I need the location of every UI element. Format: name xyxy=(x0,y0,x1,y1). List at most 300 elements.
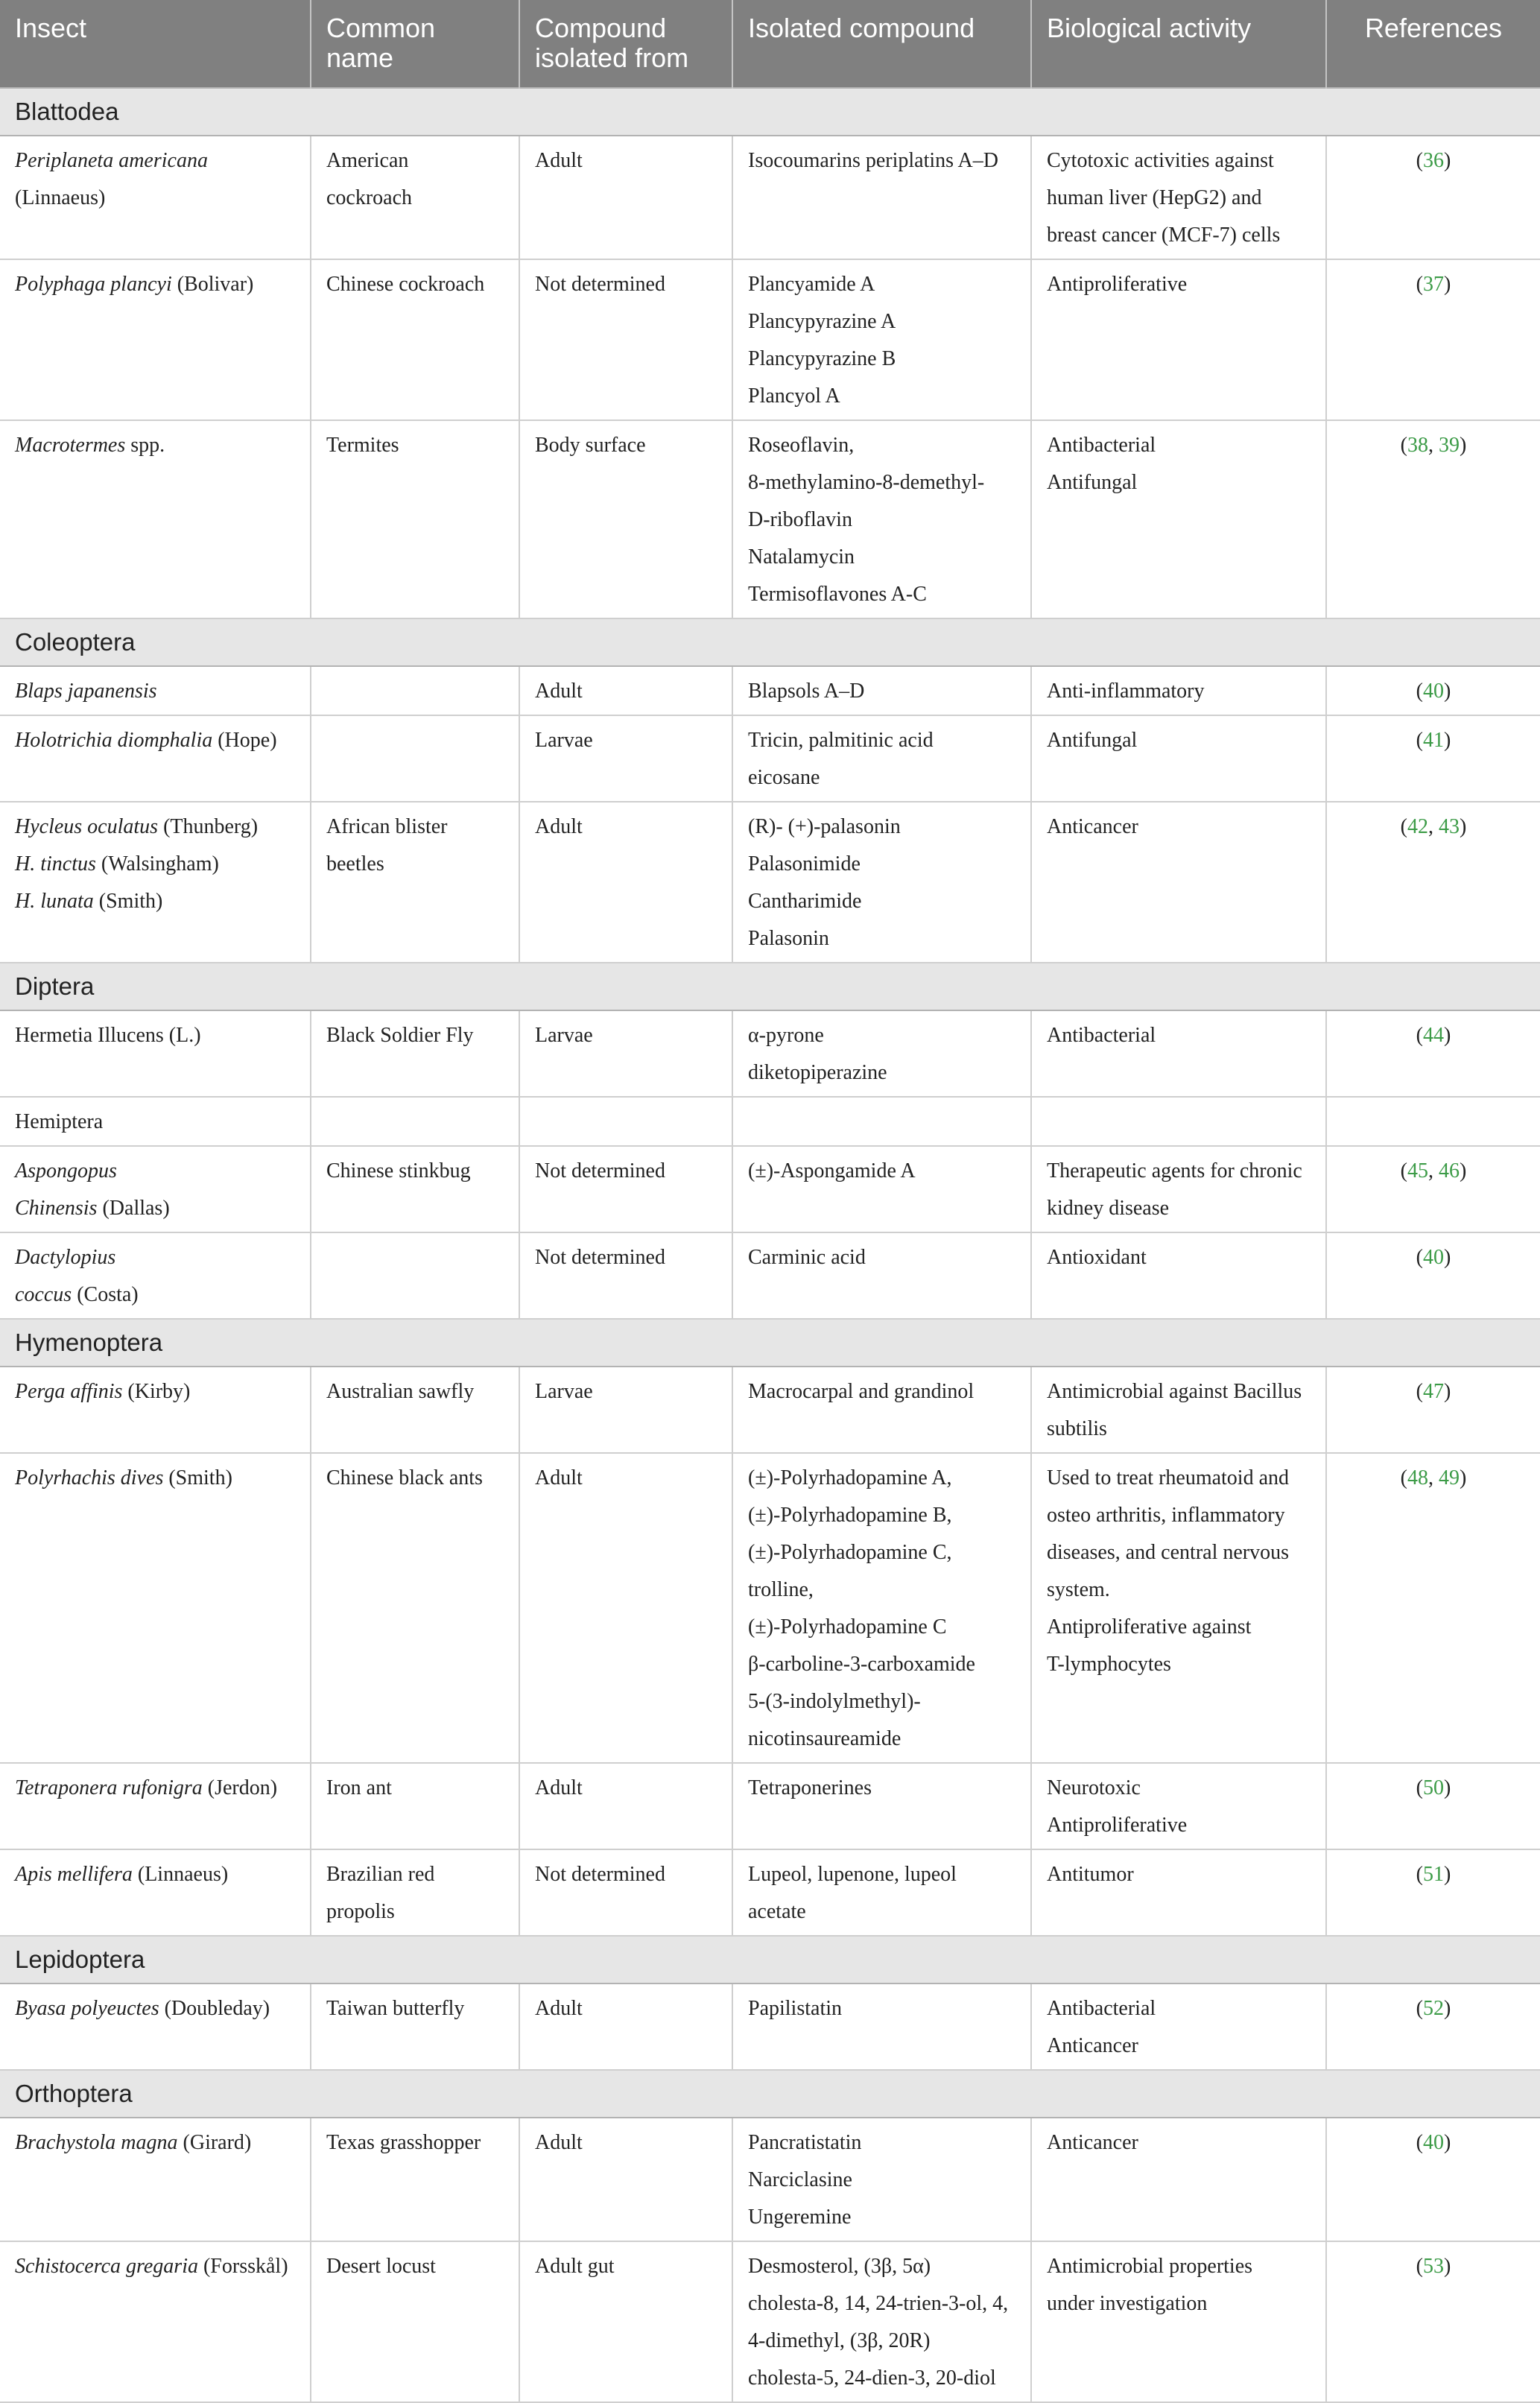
source-line: Adult xyxy=(535,680,583,703)
cell-biological-activity xyxy=(1031,1146,1326,1232)
activity-line: kidney disease xyxy=(1047,1197,1170,1220)
compound-line: (±)-Polyrhadopamine C, xyxy=(748,1541,952,1564)
cell-biological-activity xyxy=(1031,1097,1326,1146)
cell-compound-source xyxy=(519,259,732,420)
common-line: Black Soldier Fly xyxy=(326,1024,474,1047)
cell-compound-source xyxy=(519,666,732,715)
source-line: Not determined xyxy=(535,1246,665,1269)
cell-references: (50) xyxy=(1326,1763,1540,1849)
cell-common-name xyxy=(311,2118,519,2241)
activity-line: Antibacterial xyxy=(1047,434,1156,457)
compound-line: Tricin, palmitinic acid xyxy=(748,729,934,752)
cell-compound-source xyxy=(519,1367,732,1453)
cell-isolated-compound xyxy=(732,1983,1031,2070)
cell-references: (44) xyxy=(1326,1010,1540,1097)
species-authority: (Thunberg) xyxy=(158,815,259,838)
section-row xyxy=(0,2070,1540,2118)
cell-biological-activity xyxy=(1031,1367,1326,1453)
common-line: Iron ant xyxy=(326,1776,392,1799)
table-row xyxy=(0,1232,1540,1319)
cell-references: (45, 46) xyxy=(1326,1146,1540,1232)
cell-isolated-compound xyxy=(732,259,1031,420)
activity-line: diseases, and central nervous xyxy=(1047,1541,1289,1564)
compound-line: (±)-Polyrhadopamine C xyxy=(748,1615,947,1639)
cell-references: (40) xyxy=(1326,1232,1540,1319)
species-name: Brachystola magna xyxy=(15,2131,178,2154)
activity-line: Antiproliferative xyxy=(1047,273,1188,296)
cell-common-name xyxy=(311,1983,519,2070)
cell-insect xyxy=(0,715,311,802)
cell-isolated-compound xyxy=(732,1763,1031,1849)
compound-line: Isocoumarins periplatins A–D xyxy=(748,149,998,172)
cell-compound-source xyxy=(519,136,732,259)
common-line: cockroach xyxy=(326,186,413,209)
cell-isolated-compound xyxy=(732,136,1031,259)
reference-link[interactable]: 44 xyxy=(1423,1024,1444,1047)
common-line: African blister xyxy=(326,815,448,838)
cell-common-name xyxy=(311,420,519,618)
species-authority: (Jerdon) xyxy=(202,1776,278,1799)
species-name: Polyphaga plancyi xyxy=(15,273,172,296)
species-name: H. tinctus xyxy=(15,852,96,876)
section-heading: Coleoptera xyxy=(0,618,1540,666)
activity-line: Antitumor xyxy=(1047,1863,1134,1886)
cell-common-name xyxy=(311,666,519,715)
activity-line: Anti-inflammatory xyxy=(1047,680,1205,703)
species-authority: (Smith) xyxy=(163,1466,232,1489)
reference-link[interactable]: 48 xyxy=(1407,1466,1428,1489)
cell-compound-source xyxy=(519,1453,732,1763)
cell-compound-source xyxy=(519,802,732,963)
reference-link[interactable]: 53 xyxy=(1423,2255,1444,2278)
table-row xyxy=(0,802,1540,963)
section-heading: Diptera xyxy=(0,963,1540,1010)
insect-line xyxy=(15,1770,295,1807)
compound-line: eicosane xyxy=(748,766,820,789)
table-row xyxy=(0,1010,1540,1097)
header-compound-source: Compound isolated from xyxy=(519,0,732,88)
activity-line: Antioxidant xyxy=(1047,1246,1147,1269)
compound-line: Lupeol, lupenone, lupeol xyxy=(748,1863,957,1886)
insect-line xyxy=(15,266,295,303)
cell-biological-activity xyxy=(1031,420,1326,618)
cell-insect xyxy=(0,1232,311,1319)
insect-line xyxy=(15,1856,295,1893)
source-line: Adult xyxy=(535,149,583,172)
reference-link[interactable]: 40 xyxy=(1423,680,1444,703)
activity-line: Antifungal xyxy=(1047,729,1138,752)
reference-link[interactable]: 50 xyxy=(1423,1776,1444,1799)
common-line: beetles xyxy=(326,852,384,876)
cell-insect xyxy=(0,1453,311,1763)
activity-line: Cytotoxic activities against xyxy=(1047,149,1274,172)
cell-biological-activity xyxy=(1031,1453,1326,1763)
insect-line xyxy=(15,427,295,464)
section-row xyxy=(0,963,1540,1010)
compound-line: Roseoflavin, xyxy=(748,434,855,457)
insect-line xyxy=(15,1460,295,1497)
activity-line: under investigation xyxy=(1047,2292,1208,2315)
cell-common-name xyxy=(311,1146,519,1232)
common-line: Chinese black ants xyxy=(326,1466,483,1489)
reference-link[interactable]: 47 xyxy=(1423,1380,1444,1403)
species-authority: Hemiptera xyxy=(15,1110,104,1133)
insect-line xyxy=(15,846,295,883)
common-line: propolis xyxy=(326,1900,395,1923)
activity-line: Antiproliferative xyxy=(1047,1814,1188,1837)
species-authority: Hermetia Illucens (L.) xyxy=(15,1024,201,1047)
source-line: Adult xyxy=(535,815,583,838)
activity-line: Anticancer xyxy=(1047,2034,1138,2057)
cell-compound-source xyxy=(519,420,732,618)
activity-line: Antibacterial xyxy=(1047,1997,1156,2020)
common-line: Australian sawfly xyxy=(326,1380,475,1403)
cell-common-name xyxy=(311,1010,519,1097)
compound-line: (±)-Polyrhadopamine B, xyxy=(748,1504,952,1527)
insect-line xyxy=(15,1190,295,1227)
species-name: Schistocerca gregaria xyxy=(15,2255,198,2278)
species-name: Hycleus oculatus xyxy=(15,815,159,838)
table-row xyxy=(0,1763,1540,1849)
section-row xyxy=(0,618,1540,666)
cell-references xyxy=(1326,1097,1540,1146)
compound-line: β-carboline-3-carboxamide xyxy=(748,1653,975,1676)
cell-compound-source xyxy=(519,1983,732,2070)
species-name: Byasa polyeuctes xyxy=(15,1997,159,2020)
activity-line: subtilis xyxy=(1047,1417,1107,1440)
cell-biological-activity xyxy=(1031,1763,1326,1849)
species-name: Polyrhachis dives xyxy=(15,1466,164,1489)
insect-line xyxy=(15,2248,295,2285)
activity-line: breast cancer (MCF-7) cells xyxy=(1047,224,1281,247)
insect-line xyxy=(15,1153,295,1190)
cell-compound-source xyxy=(519,1763,732,1849)
species-authority: (Hope) xyxy=(212,729,277,752)
header-isolated-compound: Isolated compound xyxy=(732,0,1031,88)
insect-line xyxy=(15,180,295,217)
cell-biological-activity xyxy=(1031,666,1326,715)
common-line: Texas grasshopper xyxy=(326,2131,481,2154)
table-row xyxy=(0,1146,1540,1232)
activity-line: Anticancer xyxy=(1047,2131,1138,2154)
compound-line: α-pyrone xyxy=(748,1024,824,1047)
reference-link[interactable]: 36 xyxy=(1423,149,1444,172)
header-references: References xyxy=(1326,0,1540,88)
insect-line xyxy=(15,1276,295,1314)
activity-line: human liver (HepG2) and xyxy=(1047,186,1262,209)
compound-line: (R)- (+)-palasonin xyxy=(748,815,901,838)
compound-line: Papilistatin xyxy=(748,1997,842,2020)
cell-compound-source xyxy=(519,1010,732,1097)
compound-line: Macrocarpal and grandinol xyxy=(748,1380,975,1403)
compound-line: Plancyol A xyxy=(748,384,840,408)
cell-common-name xyxy=(311,1367,519,1453)
reference-link[interactable]: 37 xyxy=(1423,273,1444,296)
insect-line xyxy=(15,673,295,710)
species-authority: (Doubleday) xyxy=(159,1997,270,2020)
cell-common-name xyxy=(311,802,519,963)
cell-isolated-compound xyxy=(732,1232,1031,1319)
table-row xyxy=(0,715,1540,802)
activity-line: Antimicrobial against Bacillus xyxy=(1047,1380,1302,1403)
species-name: Apis mellifera xyxy=(15,1863,133,1886)
section-heading: Hymenoptera xyxy=(0,1319,1540,1367)
common-line: Termites xyxy=(326,434,399,457)
compound-line: Palasonin xyxy=(748,927,829,950)
source-line: Larvae xyxy=(535,729,593,752)
species-authority: (Forsskål) xyxy=(197,2255,288,2278)
cell-insect xyxy=(0,420,311,618)
cell-common-name xyxy=(311,1453,519,1763)
activity-line: Antiproliferative against xyxy=(1047,1615,1252,1639)
species-name: Holotrichia diomphalia xyxy=(15,729,213,752)
species-authority: (Girard) xyxy=(177,2131,252,2154)
species-authority: (Kirby) xyxy=(122,1380,191,1403)
activity-line: osteo arthritis, inflammatory xyxy=(1047,1504,1285,1527)
cell-insect xyxy=(0,1010,311,1097)
section-heading: Orthoptera xyxy=(0,2070,1540,2118)
compound-line: D-riboflavin xyxy=(748,508,852,531)
cell-isolated-compound xyxy=(732,1097,1031,1146)
activity-line: Antibacterial xyxy=(1047,1024,1156,1047)
source-line: Larvae xyxy=(535,1024,593,1047)
cell-references: (40) xyxy=(1326,2118,1540,2241)
species-authority: (Linnaeus) xyxy=(15,186,106,209)
source-line: Adult xyxy=(535,1997,583,2020)
species-authority: (Dallas) xyxy=(97,1197,170,1220)
cell-references: (41) xyxy=(1326,715,1540,802)
cell-compound-source xyxy=(519,715,732,802)
species-name: Perga affinis xyxy=(15,1380,123,1403)
insect-line xyxy=(15,883,295,920)
reference-link[interactable]: 39 xyxy=(1439,434,1460,457)
cell-insect xyxy=(0,136,311,259)
species-authority: (Walsingham) xyxy=(95,852,219,876)
compound-line: Plancypyrazine B xyxy=(748,347,896,370)
source-line: Larvae xyxy=(535,1380,593,1403)
cell-compound-source xyxy=(519,1146,732,1232)
insect-line xyxy=(15,1990,295,2027)
compound-line: cholesta-8, 14, 24-trien-3-ol, 4, xyxy=(748,2292,1009,2315)
insect-line xyxy=(15,142,295,180)
cell-references: (51) xyxy=(1326,1849,1540,1936)
cell-biological-activity xyxy=(1031,1849,1326,1936)
table-row xyxy=(0,1453,1540,1763)
table-row xyxy=(0,1983,1540,2070)
reference-link[interactable]: 42 xyxy=(1407,815,1428,838)
common-line: American xyxy=(326,149,409,172)
species-authority: (Bolivar) xyxy=(171,273,254,296)
insect-line xyxy=(15,808,295,846)
activity-line: Anticancer xyxy=(1047,815,1138,838)
compound-line: Pancratistatin xyxy=(748,2131,862,2154)
reference-link[interactable]: 43 xyxy=(1439,815,1460,838)
table-row xyxy=(0,420,1540,618)
section-row xyxy=(0,1319,1540,1367)
cell-compound-source xyxy=(519,2118,732,2241)
insect-line xyxy=(15,1104,295,1141)
cell-biological-activity xyxy=(1031,1983,1326,2070)
species-authority: (Linnaeus) xyxy=(132,1863,229,1886)
compound-line: 5-(3-indolylmethyl)- xyxy=(748,1690,921,1713)
activity-line: system. xyxy=(1047,1578,1110,1601)
species-name: Dactylopius xyxy=(15,1246,116,1269)
common-line: Desert locust xyxy=(326,2255,436,2278)
compound-line: Carminic acid xyxy=(748,1246,866,1269)
section-heading: Lepidoptera xyxy=(0,1936,1540,1983)
cell-biological-activity xyxy=(1031,136,1326,259)
species-name: H. lunata xyxy=(15,890,94,913)
reference-link[interactable]: 52 xyxy=(1423,1997,1444,2020)
cell-isolated-compound xyxy=(732,666,1031,715)
insect-line xyxy=(15,1373,295,1411)
insect-line xyxy=(15,2124,295,2162)
species-authority: (Costa) xyxy=(72,1283,139,1306)
reference-link[interactable]: 51 xyxy=(1423,1863,1444,1886)
cell-common-name xyxy=(311,1232,519,1319)
header-biological-activity: Biological activity xyxy=(1031,0,1326,88)
compound-line: Blapsols A–D xyxy=(748,680,865,703)
cell-compound-source xyxy=(519,1849,732,1936)
section-row xyxy=(0,1936,1540,1983)
cell-references: (40) xyxy=(1326,666,1540,715)
table-row xyxy=(0,259,1540,420)
activity-line: Neurotoxic xyxy=(1047,1776,1141,1799)
source-line: Adult xyxy=(535,1466,583,1489)
common-line: Chinese cockroach xyxy=(326,273,485,296)
common-line: Taiwan butterfly xyxy=(326,1997,465,2020)
cell-insect xyxy=(0,1146,311,1232)
cell-isolated-compound xyxy=(732,1010,1031,1097)
activity-line: T-lymphocytes xyxy=(1047,1653,1171,1676)
cell-biological-activity xyxy=(1031,1232,1326,1319)
cell-references: (42, 43) xyxy=(1326,802,1540,963)
activity-line: Used to treat rheumatoid and xyxy=(1047,1466,1290,1489)
activity-line: Antimicrobial properties xyxy=(1047,2255,1253,2278)
header-insect: Insect xyxy=(0,0,311,88)
common-line: Brazilian red xyxy=(326,1863,435,1886)
compound-line: Ungeremine xyxy=(748,2206,852,2229)
compound-line: (±)-Aspongamide A xyxy=(748,1159,916,1182)
cell-isolated-compound xyxy=(732,420,1031,618)
species-name: Blaps japanensis xyxy=(15,680,157,703)
compound-line: (±)-Polyrhadopamine A, xyxy=(748,1466,952,1489)
table-row xyxy=(0,2118,1540,2241)
cell-compound-source xyxy=(519,1097,732,1146)
cell-insect xyxy=(0,1983,311,2070)
cell-biological-activity xyxy=(1031,802,1326,963)
section-heading: Blattodea xyxy=(0,88,1540,136)
compound-line: Narciclasine xyxy=(748,2168,852,2191)
cell-isolated-compound xyxy=(732,1849,1031,1936)
compound-line: 4-dimethyl, (3β, 20R) xyxy=(748,2329,931,2352)
cell-biological-activity xyxy=(1031,1010,1326,1097)
reference-link[interactable]: 49 xyxy=(1439,1466,1460,1489)
species-name: Chinensis xyxy=(15,1197,98,1220)
cell-common-name xyxy=(311,1849,519,1936)
cell-insect xyxy=(0,2118,311,2241)
compound-line: diketopiperazine xyxy=(748,1061,887,1084)
compound-line: cholesta-5, 24-dien-3, 20-diol xyxy=(748,2366,996,2390)
source-line: Adult xyxy=(535,1776,583,1799)
compound-line: Tetraponerines xyxy=(748,1776,872,1799)
species-authority: (Smith) xyxy=(93,890,163,913)
reference-link[interactable]: 40 xyxy=(1423,1246,1444,1269)
compound-line: Termisoflavones A-C xyxy=(748,583,927,606)
compound-line: acetate xyxy=(748,1900,806,1923)
activity-line: Antifungal xyxy=(1047,471,1138,494)
cell-references: (36) xyxy=(1326,136,1540,259)
compound-line: nicotinsaureamide xyxy=(748,1727,901,1750)
table-row xyxy=(0,1097,1540,1146)
cell-biological-activity xyxy=(1031,2118,1326,2241)
source-line: Not determined xyxy=(535,1863,665,1886)
cell-common-name xyxy=(311,1763,519,1849)
species-name: Tetraponera rufonigra xyxy=(15,1776,203,1799)
activity-line: Therapeutic agents for chronic xyxy=(1047,1159,1302,1182)
source-line: Adult gut xyxy=(535,2255,615,2278)
source-line: Body surface xyxy=(535,434,646,457)
compound-line: Plancyamide A xyxy=(748,273,875,296)
insect-line xyxy=(15,722,295,759)
cell-compound-source xyxy=(519,1232,732,1319)
cell-isolated-compound xyxy=(732,1453,1031,1763)
cell-references: (47) xyxy=(1326,1367,1540,1453)
table-body xyxy=(0,88,1540,2402)
species-authority: spp. xyxy=(125,434,165,457)
cell-isolated-compound xyxy=(732,715,1031,802)
cell-insect xyxy=(0,802,311,963)
species-name: coccus xyxy=(15,1283,72,1306)
compound-line: Plancypyrazine A xyxy=(748,310,896,333)
reference-link[interactable]: 45 xyxy=(1407,1159,1428,1182)
compound-line: trolline, xyxy=(748,1578,814,1601)
cell-common-name xyxy=(311,259,519,420)
cell-references: (38, 39) xyxy=(1326,420,1540,618)
cell-isolated-compound xyxy=(732,802,1031,963)
cell-insect xyxy=(0,1367,311,1453)
cell-insect xyxy=(0,666,311,715)
common-line: Chinese stinkbug xyxy=(326,1159,471,1182)
cell-isolated-compound xyxy=(732,2118,1031,2241)
cell-insect xyxy=(0,259,311,420)
cell-biological-activity xyxy=(1031,259,1326,420)
table-row xyxy=(0,666,1540,715)
table-row xyxy=(0,1849,1540,1936)
compound-line: Palasonimide xyxy=(748,852,861,876)
cell-common-name xyxy=(311,715,519,802)
compound-line: Desmosterol, (3β, 5α) xyxy=(748,2255,931,2278)
source-line: Adult xyxy=(535,2131,583,2154)
species-name: Macrotermes xyxy=(15,434,126,457)
cell-isolated-compound xyxy=(732,1367,1031,1453)
insect-line xyxy=(15,1017,295,1054)
section-row xyxy=(0,88,1540,136)
table-row xyxy=(0,136,1540,259)
compound-line: 8-methylamino-8-demethyl- xyxy=(748,471,985,494)
reference-link[interactable]: 40 xyxy=(1423,2131,1444,2154)
header-common-name: Common name xyxy=(311,0,519,88)
species-name: Periplaneta americana xyxy=(15,149,208,172)
reference-link[interactable]: 38 xyxy=(1407,434,1428,457)
table-row xyxy=(0,1367,1540,1453)
cell-insect xyxy=(0,1849,311,1936)
cell-references: (37) xyxy=(1326,259,1540,420)
cell-common-name xyxy=(311,1097,519,1146)
cell-references: (48, 49) xyxy=(1326,1453,1540,1763)
reference-link[interactable]: 46 xyxy=(1439,1159,1460,1182)
reference-link[interactable]: 41 xyxy=(1423,729,1444,752)
